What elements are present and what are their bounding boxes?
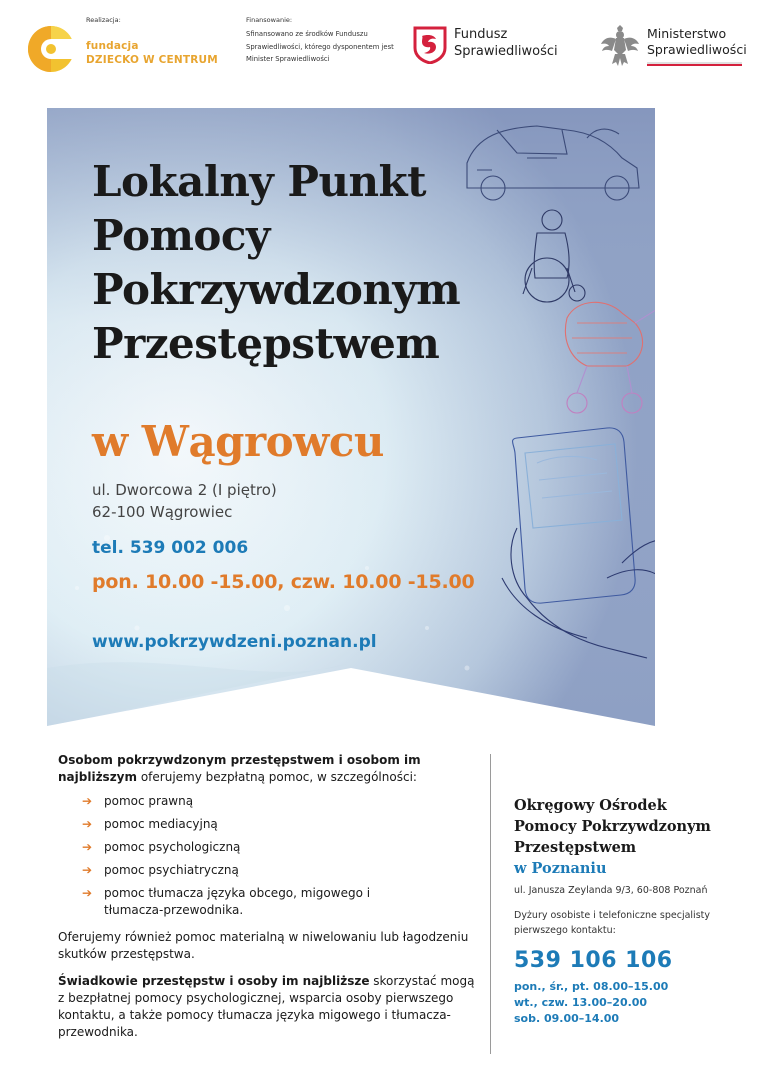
district-center-title <box>514 795 754 858</box>
offer-intro-bold: Osobom pokrzywdzonym przestępstwem i osobom im najbliższym <box>58 753 421 784</box>
district-title-line1: Okręgowy Ośrodek <box>514 797 667 814</box>
list-item <box>82 862 478 879</box>
material-help-text: Oferujemy również pomoc materialną w niwelowaniu lub łagodzeniu skutków przestępstwa. <box>58 930 469 961</box>
district-center-duty-text: Dyżury osobiste i telefoniczne specjalisty pierwszego kontaktu: <box>514 910 710 936</box>
arrow-right-icon: ➔ <box>82 863 93 877</box>
district-title-line3: Przestępstwem <box>514 839 637 856</box>
opening-hours: pon. 10.00 -15.00, czw. 10.00 -15.00 <box>92 571 475 593</box>
foundation-line2: DZIECKO W CENTRUM <box>86 54 218 66</box>
dziecko-w-centrum-logo-icon <box>26 24 76 74</box>
district-center-phone: 539 106 106 <box>514 948 673 973</box>
witnesses-bold: Świadkowie przestępstw i osoby im najbliższe <box>58 974 370 988</box>
foundation-name <box>86 39 218 67</box>
arrow-right-icon: ➔ <box>82 794 93 808</box>
list-item-label: pomoc psychiatryczną <box>104 863 239 877</box>
list-item <box>82 793 478 810</box>
address <box>92 479 277 523</box>
fund-line1: Fundusz <box>454 27 508 42</box>
address-line1: ul. Dworcowa 2 (I piętro) <box>92 481 277 499</box>
witnesses-text <box>58 973 478 1041</box>
address-line2: 62-100 Wągrowiec <box>92 503 233 521</box>
finansowanie-label: Finansowanie: <box>246 16 293 24</box>
hours-row: sob. 09.00–14.00 <box>514 1012 620 1025</box>
list-item-label: pomoc prawną <box>104 794 194 808</box>
district-title-line2: Pomocy Pokrzywdzonym <box>514 818 711 835</box>
hours-row: wt., czw. 13.00–20.00 <box>514 996 648 1009</box>
arrow-right-icon: ➔ <box>82 817 93 831</box>
foundation-line1: fundacja <box>86 40 139 52</box>
vertical-divider <box>490 754 491 1054</box>
district-center-section <box>514 795 754 1027</box>
wheelchair-person-sketch-icon <box>523 210 585 302</box>
fundusz-name <box>454 26 558 60</box>
page-title <box>92 155 460 371</box>
title-line2: Pomocy <box>92 211 270 260</box>
website-link[interactable]: www.pokrzywdzeni.poznan.pl <box>92 632 377 652</box>
title-line1: Lokalny Punkt <box>92 157 427 206</box>
title-line3: Pokrzywdzonym <box>92 265 461 314</box>
list-item <box>82 839 478 856</box>
finansowanie-text: Sfinansowano ze środków Funduszu Sprawiedliwości, którego dysponentem jest Minister Sprawiedliwości <box>246 30 394 63</box>
list-item-label: pomoc tłumacza języka obcego, migowego i tłumacza-przewodnika. <box>104 886 371 917</box>
witnesses-rest: skorzystać mogą z bezpłatnej pomocy psychologicznej, wsparcia osoby pierwszego kontaktu, a także pomocy tłumacza języka migowego i tłumacza-przewodnika. <box>58 974 475 1039</box>
title-city: w Wągrowcu <box>92 417 384 466</box>
hours-row: pon., śr., pt. 08.00–15.00 <box>514 980 669 993</box>
offer-section <box>58 752 478 1051</box>
ministry-line2: Sprawiedliwości <box>647 42 747 57</box>
district-center-city: w Poznaniu <box>514 860 607 877</box>
offer-intro <box>58 752 478 786</box>
hands-phone-sketch-icon <box>502 428 655 658</box>
offer-list <box>82 793 478 919</box>
fund-line2: Sprawiedliwości <box>454 44 558 59</box>
list-item-label: pomoc mediacyjną <box>104 817 218 831</box>
list-item <box>82 816 478 833</box>
polish-eagle-emblem-icon <box>600 24 640 68</box>
woman-with-stroller-sketch-icon <box>565 219 655 413</box>
realizacja-label: Realizacja: <box>86 16 121 24</box>
arrow-right-icon: ➔ <box>82 840 93 854</box>
ministry-name <box>647 26 747 58</box>
district-center-hours <box>514 979 754 1027</box>
fundusz-sprawiedliwosci-logo-icon <box>412 26 448 64</box>
ministry-line1: Ministerstwo <box>647 26 727 41</box>
list-item-label: pomoc psychologiczną <box>104 840 241 854</box>
phone-number: tel. 539 002 006 <box>92 538 249 558</box>
offer-intro-rest: oferujemy bezpłatną pomoc, w szczególności: <box>137 770 417 784</box>
car-repair-sketch-icon <box>467 126 639 200</box>
polish-flag-stripe <box>647 62 742 66</box>
list-item <box>82 885 382 919</box>
district-center-address: ul. Janusza Zeylanda 9/3, 60-808 Poznań <box>514 885 708 896</box>
title-line4: Przestępstwem <box>92 319 440 368</box>
arrow-right-icon: ➔ <box>82 886 93 900</box>
